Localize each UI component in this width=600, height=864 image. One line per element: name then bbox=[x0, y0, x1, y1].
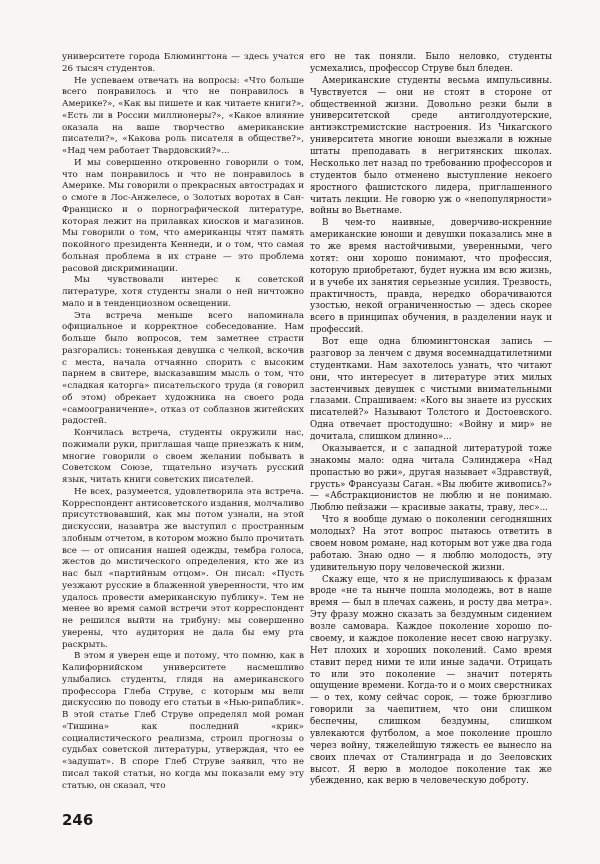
paragraph: Скажу еще, что я не прислушиваюсь к фразам вроде «не та нынче пошла молодежь, вот в наше время — был в плечах сажень, и росту два метра». Эту фразу можно сказать за бездумным сидением возле самовара. Каждое поколение хорошо по-своему, и каждое поколение несет свою нагрузку. Нет плохих и хороших поколений. Само время ставит перед ними те или иные задачи. Отрицать то или это поколение — значит потерять ощущение времени. Когда-то и о моих сверстниках — о тех, кому сейчас сорок, — тоже брюзгливо говорили за чаепитием, что они слишком беспечны, слишком бездумны, слишком увлекаются футболом, а мое поколение прошло через войну, тяжелейшую тяжесть ее вынесло на своих плечах от Сталинграда и до Зееловских высот. Я верю в молодое поколение так же убежденно, как верю в человеческую доброту. bbox=[310, 574, 552, 787]
paragraph: его не так поняли. Было неловко, студенты усмехались, профессор Струве был бледен. bbox=[310, 52, 552, 74]
page-number: 246 bbox=[62, 811, 94, 829]
paragraph: университете города Блюмингтона — здесь учатся 26 тысяч студентов. bbox=[62, 52, 304, 74]
paragraph: Что я вообще думаю о поколении сегодняшних молодых? На этот вопрос пытаюсь ответить в своем новом романе, над которым вот уже два года работаю. Знаю одно — я люблю молодость, эту удивительную пору человеческой жизни. bbox=[310, 515, 552, 573]
left-text-column bbox=[62, 52, 304, 792]
paragraph: В чем-то наивные, доверчиво-искренние американские юноши и девушки показались мне в то же время настойчивыми, уверенными, чего хотят: они хорошо понимают, что профессия, которую приобретают, будет нужна им всю жизнь, и в учебе их занятия серьезные усилия. Трезвость, практичность, правда, нередко оборачиваются узостью, некой ограниченностью — здесь скорее всего в принципах обучения, в разделении наук и профессий. bbox=[310, 218, 552, 336]
paragraph: Не успеваем отвечать на вопросы: «Что больше всего понравилось и что не понравилось в Америке?», «Как вы пишете и как читаете книги?», «Есть ли в России миллионеры?», «Какое влияние оказала на ваше творчество американские писатели?», «Какова роль писателя в обществе?», «Над чем работает Твардовский?»... bbox=[62, 75, 304, 156]
paragraph: Американские студенты весьма импульсивны. Чувствуется — они не стоят в стороне от общественной жизни. Довольно резки были в университетской среде антиголдуотерские, антиэкстремистские настроения. Из Чикагского университета многие юноши выезжали в южные штаты преподавать в негритянских школах. Несколько лет назад по требованию профессоров и студентов было отменено выступление некоего яростного фашистского лидера, приглашенного читать лекции. Не говорю уж о «непопулярности» войны во Вьетнаме. bbox=[310, 75, 552, 217]
paragraph: Кончилась встреча, студенты окружили нас, пожимали руки, приглашая чаще приезжать к ним, многие говорили о своем желании побывать в Советском Союзе, тщательно изучать русский язык, читать книги советских писателей. bbox=[62, 428, 304, 485]
paragraph: Оказывается, и с западной литературой тоже знакомы мало: одна читала Сэлинджера «Над пропастью во ржи», другая называет «Здравствуй, грусть» Франсуазы Саган. «Вы любите живопись?» — «Абстракционистов не люблю и не понимаю. Люблю пейзажи — красивые закаты, траву, лес»... bbox=[310, 443, 552, 514]
paragraph: И мы совершенно откровенно говорили о том, что нам понравилось и что не понравилось в Америке. Мы говорили о прекрасных автострадах и о смоге в Лос-Анжелесе, о Золотых воротах в Сан-Франциско и о порнографической литературе, которая лежит на прилавках киосков и магазинов. Мы говорили о том, что американцы чтят память покойного президента Кеннеди, и о том, что самая больная проблема в их стране — это проблема расовой дискриминации. bbox=[62, 157, 304, 274]
paragraph: Мы чувствовали интерес к советской литературе, хотя студенты знали о ней ничтожно мало и в тенденциозном освещении. bbox=[62, 275, 304, 309]
paragraph: Не всех, разумеется, удовлетворила эта встреча. Корреспондент антисоветского издания, молчаливо присутствовавший, как мы потом узнали, на этой дискуссии, назавтра же выступил с пространным злобным отчетом, в котором можно было прочитать все — от описания нашей одежды, тембра голоса, жестов до мистического определения, кто же из нас был «партийным отцом». Он писал: «Пусть уезжают русские в блаженной уверенности, что им удалось провести американскую публику». Тем не менее во время самой встречи этот корреспондент не решился выйти на трибуну: мы совершенно уверены, что аудитория не дала бы ему рта раскрыть. bbox=[62, 486, 304, 650]
right-text-column bbox=[310, 52, 552, 788]
paragraph: Вот еще одна блюмингтонская запись — разговор за ленчем с двумя восемнадцатилетними студентками. Нам захотелось узнать, что читают они, что интересует в литературе этих милых застенчивых девушек с чистыми внимательными глазами. Спрашиваем: «Кого вы знаете из русских писателей?» Называют Толстого и Достоевского. Одна отвечает простодушно: «Войну и мир» не дочитала, слишком длинно»... bbox=[310, 337, 552, 442]
paragraph: В этом я уверен еще и потому, что помню, как в Калифорнийском университете насмешливо улыбались студенты, глядя на американского профессора Глеба Струве, с которым мы вели дискуссию по поводу его статьи в «Нью-рипаблик». В этой статье Глеб Струве определял мой роман «Тишина» как последний «крик» социалистического реализма, строил прогнозы о судьбах советской литературы, утверждая, что ее «задушат». В споре Глеб Струве заявил, что не писал такой статьи, но когда мы показали ему эту статью, он сказал, что bbox=[62, 651, 304, 791]
paragraph: Эта встреча меньше всего напоминала официальное и корректное собеседование. Нам больше было вопросов, тем заметнее страсти разгорались: тоненькая девушка с челкой, вскочив с места, начала отчаянно спорить с высоким парнем в свитере, высказавшим мысль о том, что «сладкая каторга» писательского труда (я говорил об этом) обрекает художника на своего рода «самоограничение», отказ от соблазнов житейских радостей. bbox=[62, 310, 304, 427]
